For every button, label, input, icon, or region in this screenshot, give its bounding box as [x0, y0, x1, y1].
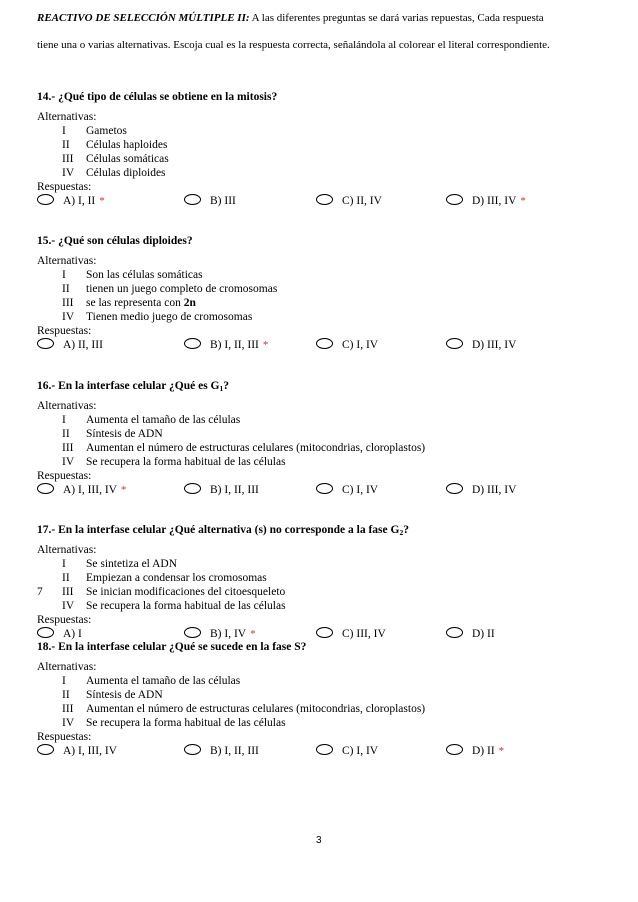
- alternative-text: Células haploides: [86, 139, 168, 151]
- alternative-item: [37, 585, 617, 599]
- answer-option-label: C) III, IV: [342, 628, 386, 640]
- option-circle-icon[interactable]: [184, 627, 201, 638]
- alternative-item: [37, 599, 617, 613]
- answer-option-d[interactable]: [446, 194, 526, 208]
- alternative-numeral: I: [62, 414, 66, 426]
- alternative-text: Se recupera la forma habitual de las células: [86, 600, 286, 612]
- alternative-item: [37, 310, 617, 324]
- alternative-numeral: II: [62, 139, 70, 151]
- answer-option-label: B) I, IV: [210, 628, 247, 640]
- answer-option-label: A) I, III, IV: [63, 484, 117, 496]
- answer-option-c[interactable]: [316, 194, 386, 208]
- alternatives-label: Alternativas:: [37, 111, 97, 123]
- correct-mark: *: [250, 628, 256, 640]
- answer-option-label: C) I, IV: [342, 484, 379, 496]
- alternative-text-bold: 2n: [183, 297, 196, 309]
- answer-option-label: B) I, II, III: [210, 745, 259, 757]
- answer-option-label: C) II, IV: [342, 195, 382, 207]
- alternative-item: [37, 455, 617, 469]
- question-title-text: 18.- En la interfase celular ¿Qué se sucede en la fase S?: [37, 641, 307, 653]
- correct-mark: *: [520, 195, 526, 207]
- alternative-text: Se recupera la forma habitual de las células: [86, 456, 286, 468]
- question-title-end: ?: [403, 524, 409, 536]
- instructions: [37, 5, 550, 59]
- alternatives-label: Alternativas:: [37, 661, 97, 673]
- answer-option-label: D) III, IV: [472, 339, 517, 351]
- alternative-text: Se sintetiza el ADN: [86, 558, 178, 570]
- answer-option-label: D) III, IV: [472, 484, 517, 496]
- instructions-line-2: tiene una o varias alternativas. Escoja cual es la respuesta correcta, señalándola al colorear el literal correspondiente.: [37, 39, 550, 51]
- option-circle-icon[interactable]: [316, 744, 333, 755]
- alternative-item: [37, 138, 617, 152]
- question-title-text: 16.- En la interfase celular ¿Qué es G: [37, 380, 220, 392]
- answer-option-a[interactable]: [37, 483, 126, 497]
- question-title-text: 14.- ¿Qué tipo de células se obtiene en la mitosis?: [37, 91, 278, 103]
- option-circle-icon[interactable]: [184, 744, 201, 755]
- answer-option-label: A) I, III, IV: [63, 745, 117, 757]
- option-circle-icon[interactable]: [316, 194, 333, 205]
- option-circle-icon[interactable]: [446, 627, 463, 638]
- alternative-item: [37, 166, 617, 180]
- alternative-text-plain: se las representa con: [86, 297, 181, 309]
- alternative-numeral: IV: [62, 456, 75, 468]
- answer-option-label: C) I, IV: [342, 339, 379, 351]
- alternative-numeral: I: [62, 269, 66, 281]
- answer-options: [37, 627, 617, 641]
- alternative-numeral: IV: [62, 600, 75, 612]
- alternative-text: Síntesis de ADN: [86, 689, 163, 701]
- alternatives-label: Alternativas:: [37, 255, 97, 267]
- option-circle-icon[interactable]: [37, 744, 54, 755]
- alternative-item: [37, 674, 617, 688]
- option-circle-icon[interactable]: [446, 744, 463, 755]
- answer-option-label: A) I, II: [63, 195, 96, 207]
- alternative-numeral: II: [62, 689, 70, 701]
- alternative-numeral: III: [62, 586, 74, 598]
- option-circle-icon[interactable]: [184, 194, 201, 205]
- alternative-item: [37, 152, 617, 166]
- answer-option-a[interactable]: [37, 338, 107, 352]
- option-circle-icon[interactable]: [316, 627, 333, 638]
- option-circle-icon[interactable]: [37, 194, 54, 205]
- alternative-text: Tienen medio juego de cromosomas: [86, 311, 253, 323]
- alternative-text: Células diploides: [86, 167, 166, 179]
- question-title-end: ?: [223, 380, 229, 392]
- option-circle-icon[interactable]: [446, 338, 463, 349]
- answer-option-a[interactable]: [37, 194, 105, 208]
- answer-option-d[interactable]: [446, 483, 520, 497]
- page-number: 3: [316, 835, 322, 846]
- alternative-text: Aumentan el número de estructuras celulares (mitocondrias, cloroplastos): [86, 442, 426, 454]
- alternative-numeral: II: [62, 428, 70, 440]
- answer-option-label: B) I, II, III: [210, 484, 259, 496]
- alternative-numeral: IV: [62, 311, 75, 323]
- alternative-numeral: I: [62, 125, 66, 137]
- answer-option-b[interactable]: [184, 744, 263, 758]
- alternative-numeral: III: [62, 153, 74, 165]
- question-title-subscript: 1: [219, 384, 224, 393]
- question-title: [37, 234, 617, 248]
- answer-option-c[interactable]: [316, 338, 382, 352]
- alternative-item: [37, 688, 617, 702]
- alternative-numeral: III: [62, 703, 74, 715]
- answer-option-c[interactable]: [316, 483, 382, 497]
- answers-label: Respuestas:: [37, 614, 92, 626]
- margin-note: 7: [37, 586, 43, 598]
- question-title-subscript: 2: [399, 528, 404, 537]
- answer-option-label: B) I, II, III: [210, 339, 259, 351]
- option-circle-icon[interactable]: [37, 338, 54, 349]
- option-circle-icon[interactable]: [316, 338, 333, 349]
- answer-option-label: D) III, IV: [472, 195, 517, 207]
- alternative-item: [37, 702, 617, 716]
- alternative-numeral: II: [62, 283, 70, 295]
- alternative-item: [37, 413, 617, 427]
- instructions-text: A las diferentes preguntas se dará varias repuestas, Cada respuesta: [251, 12, 544, 24]
- option-circle-icon[interactable]: [446, 194, 463, 205]
- alternative-item: [37, 571, 617, 585]
- answer-option-label: A) I: [63, 628, 82, 640]
- alternative-item: [37, 282, 617, 296]
- answer-option-a[interactable]: [37, 744, 121, 758]
- alternative-text: Son las células somáticas: [86, 269, 203, 281]
- alternative-item: [37, 716, 617, 730]
- alternative-text: Se recupera la forma habitual de las células: [86, 717, 286, 729]
- answers-label: Respuestas:: [37, 181, 92, 193]
- question-15: [37, 234, 617, 352]
- answer-option-b[interactable]: [184, 338, 268, 352]
- alternative-text: Síntesis de ADN: [86, 428, 163, 440]
- answer-option-b[interactable]: [184, 194, 240, 208]
- answers-label: Respuestas:: [37, 731, 92, 743]
- answer-option-d[interactable]: [446, 627, 499, 641]
- alternative-item: [37, 296, 617, 310]
- alternative-text: Aumenta el tamaño de las células: [86, 675, 241, 687]
- option-circle-icon[interactable]: [37, 483, 54, 494]
- answer-option-d[interactable]: [446, 744, 504, 758]
- alternatives-label: Alternativas:: [37, 544, 97, 556]
- answer-option-b[interactable]: [184, 483, 263, 497]
- option-circle-icon[interactable]: [184, 338, 201, 349]
- alternative-text: Aumenta el tamaño de las células: [86, 414, 241, 426]
- alternative-numeral: I: [62, 558, 66, 570]
- answer-option-b[interactable]: [184, 627, 256, 641]
- alternative-text: Aumentan el número de estructuras celulares (mitocondrias, cloroplastos): [86, 703, 426, 715]
- alternative-numeral: IV: [62, 717, 75, 729]
- alternative-text: Empiezan a condensar los cromosomas: [86, 572, 267, 584]
- alternative-item: [37, 557, 617, 571]
- option-circle-icon[interactable]: [184, 483, 201, 494]
- question-title: [37, 90, 617, 104]
- alternative-numeral: III: [62, 442, 74, 454]
- alternative-text: Se inician modificaciones del citoesqueleto: [86, 586, 286, 598]
- alternative-item: [37, 268, 617, 282]
- answer-option-d[interactable]: [446, 338, 520, 352]
- option-circle-icon[interactable]: [37, 627, 54, 638]
- answer-option-label: D) II: [472, 745, 495, 757]
- alternative-text: tienen un juego completo de cromosomas: [86, 283, 278, 295]
- question-16: [37, 379, 617, 497]
- question-18: [37, 640, 617, 758]
- alternative-numeral: IV: [62, 167, 75, 179]
- answer-option-c[interactable]: [316, 744, 382, 758]
- answer-option-label: A) II, III: [63, 339, 103, 351]
- alternative-text: Células somáticas: [86, 153, 169, 165]
- answer-options: [37, 338, 617, 352]
- alternatives-label: Alternativas:: [37, 400, 97, 412]
- correct-mark: *: [498, 745, 505, 757]
- alternative-text: [86, 297, 196, 309]
- correct-mark: *: [120, 484, 127, 496]
- answer-options: [37, 744, 617, 758]
- section-heading: REACTIVO DE SELECCIÓN MÚLTIPLE II:: [37, 12, 250, 24]
- alternative-item: [37, 441, 617, 455]
- alternative-item: [37, 124, 617, 138]
- answer-options: [37, 194, 617, 208]
- question-title-text: 17.- En la interfase celular ¿Qué alternativa (s) no corresponde a la fase G: [37, 524, 400, 536]
- answers-label: Respuestas:: [37, 470, 92, 482]
- instructions-line-1: [37, 5, 550, 32]
- alternative-text: Gametos: [86, 125, 127, 137]
- question-title: [37, 640, 617, 654]
- correct-mark: *: [262, 339, 269, 351]
- correct-mark: *: [99, 195, 105, 207]
- alternative-numeral: III: [62, 297, 74, 309]
- question-title: [37, 379, 617, 393]
- alternative-numeral: II: [62, 572, 70, 584]
- question-17: [37, 523, 617, 641]
- option-circle-icon[interactable]: [446, 483, 463, 494]
- answer-option-label: B) III: [210, 195, 236, 207]
- answer-options: [37, 483, 617, 497]
- alternative-numeral: I: [62, 675, 66, 687]
- answer-option-label: C) I, IV: [342, 745, 379, 757]
- answers-label: Respuestas:: [37, 325, 92, 337]
- answer-option-c[interactable]: [316, 627, 390, 641]
- answer-option-label: D) II: [472, 628, 495, 640]
- question-title: [37, 523, 617, 537]
- question-14: [37, 90, 617, 208]
- option-circle-icon[interactable]: [316, 483, 333, 494]
- alternative-item: [37, 427, 617, 441]
- question-title-text: 15.- ¿Qué son células diploides?: [37, 235, 193, 247]
- answer-option-a[interactable]: [37, 627, 86, 641]
